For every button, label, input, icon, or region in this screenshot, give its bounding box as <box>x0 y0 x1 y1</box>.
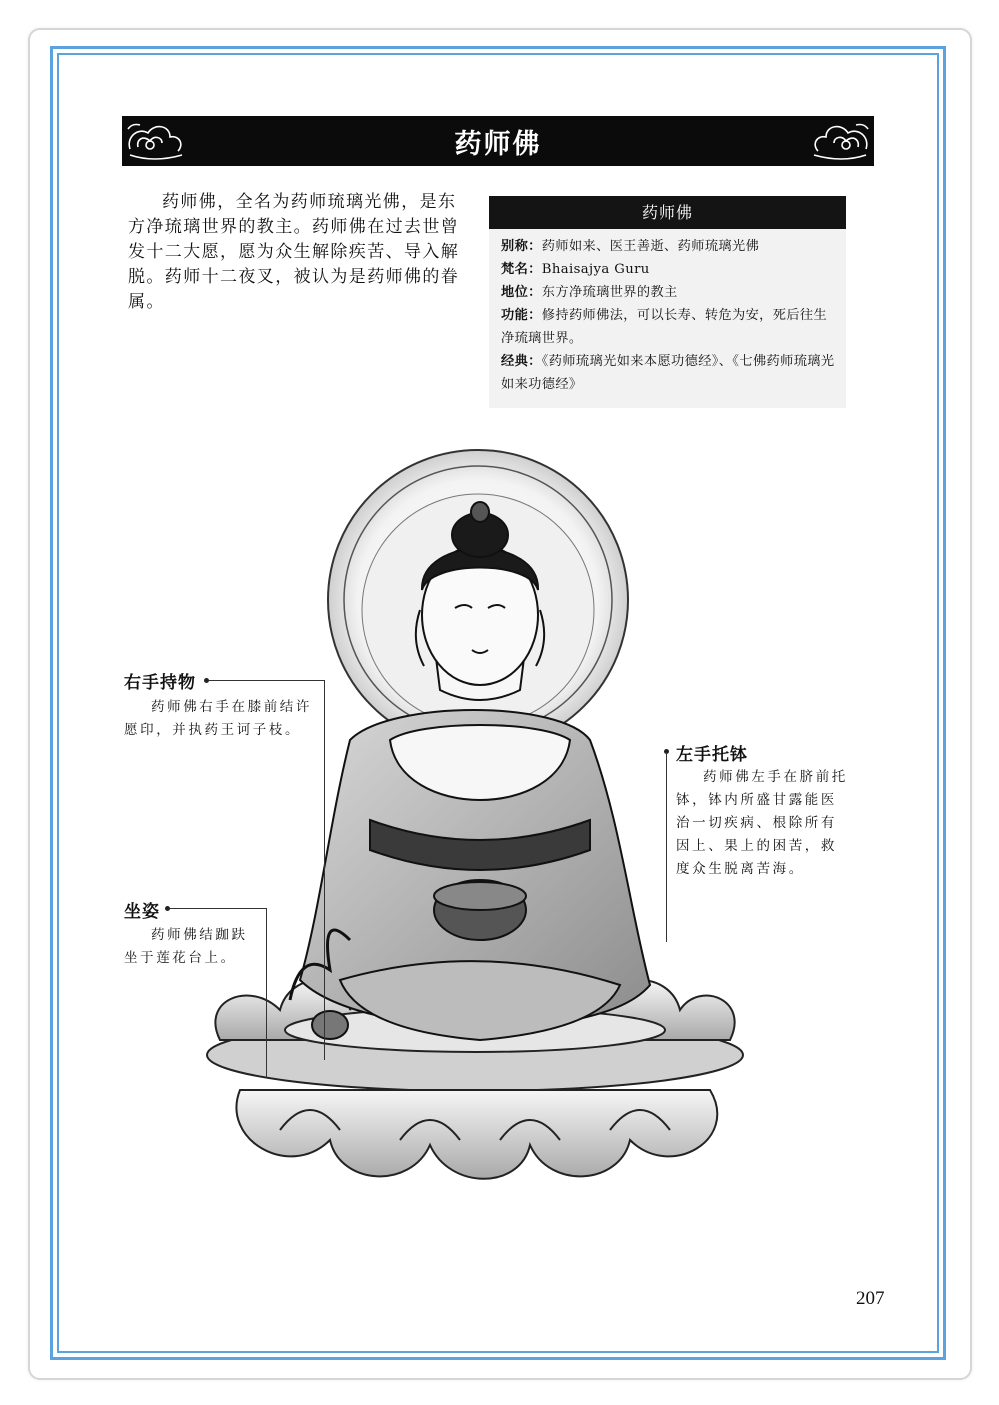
callout-posture-text: 药师佛结跏趺坐于莲花台上。 <box>124 927 248 966</box>
page-number: 207 <box>856 1288 885 1309</box>
leader-line <box>266 908 267 1078</box>
info-box-heading: 药师佛 <box>489 196 846 229</box>
info-row-alias: 别称：药师如来、医王善逝、药师琉璃光佛 <box>501 239 760 254</box>
cloud-ornament-icon <box>806 119 872 163</box>
leader-line <box>324 680 325 1060</box>
intro-paragraph: 药师佛，全名为药师琉璃光佛，是东方净琉璃世界的教主。药师佛在过去世曾发十二大愿，愿为众生解除疾苦、导入解脱。药师十二夜叉，被认为是药师佛的眷属。 <box>128 192 460 312</box>
callout-right-hand-text: 药师佛右手在膝前结许愿印，并执药王诃子枝。 <box>124 699 312 738</box>
leader-line <box>170 908 267 909</box>
callout-right-hand-title: 右手持物 <box>124 673 196 693</box>
callout-left-hand-text: 药师佛左手在脐前托钵，钵内所盛甘露能医治一切疾病、根除所有因上、果上的困苦，救度众生脱离苦海。 <box>676 769 848 877</box>
callout-posture-title: 坐姿 <box>124 902 160 922</box>
info-row-status: 地位：东方净琉璃世界的教主 <box>501 285 678 300</box>
info-row-scriptures: 经典：《药师琉璃光如来本愿功德经》、《七佛药师琉璃光如来功德经》 <box>501 354 835 392</box>
cloud-ornament-icon <box>124 119 190 163</box>
leader-line <box>209 680 325 681</box>
leader-line <box>666 752 667 942</box>
info-row-function: 功能：修持药师佛法，可以长寿、转危为安，死后往生净琉璃世界。 <box>501 308 828 346</box>
info-row-sanskrit: 梵名：Bhaisajya Guru <box>501 262 650 277</box>
info-box-body <box>489 229 846 396</box>
page-title: 药师佛 <box>454 128 542 160</box>
info-box <box>489 196 846 408</box>
callout-left-hand-title: 左手托钵 <box>676 745 748 765</box>
title-banner <box>122 116 874 166</box>
